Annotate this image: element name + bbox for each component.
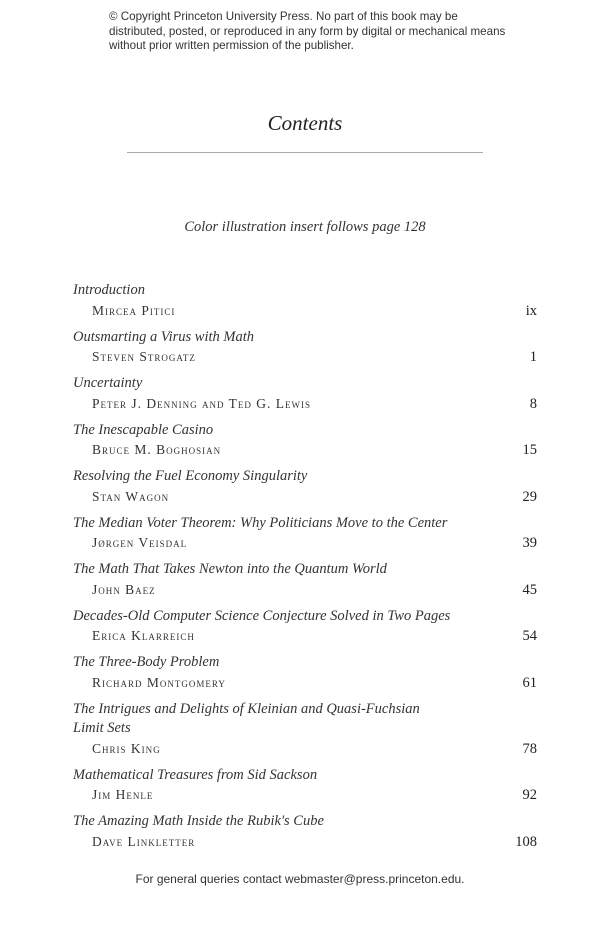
page-number: 29 xyxy=(522,488,537,505)
toc-entry[interactable] xyxy=(73,281,537,321)
chapter-title[interactable]: Outsmarting a Virus with Math xyxy=(73,328,254,345)
page-number: 39 xyxy=(522,535,537,551)
chapter-author: Peter J. Denning and Ted G. Lewis xyxy=(92,395,311,411)
page-title: Contents xyxy=(267,111,343,135)
chapter-author: Chris King xyxy=(92,740,161,756)
chapter-author: Jim Henle xyxy=(92,787,154,802)
toc-entry[interactable] xyxy=(73,700,537,759)
copyright-notice: © Copyright Princeton University Press. No part of this book may be distributed, posted, or reproduced in any form by digital or mechanical means without prior written permission of the publisher. xyxy=(109,10,506,52)
page-number: 108 xyxy=(515,833,537,850)
toc-entry[interactable] xyxy=(73,653,537,693)
page-number: ix xyxy=(525,302,537,319)
toc-entry[interactable] xyxy=(73,607,537,647)
chapter-author: Steven Strogatz xyxy=(92,349,196,364)
chapter-title[interactable]: The Math That Takes Newton into the Quantum World xyxy=(73,561,387,577)
chapter-author: Richard Montgomery xyxy=(92,674,226,690)
chapter-title[interactable]: Introduction xyxy=(73,282,145,298)
chapter-author: Dave Linkletter xyxy=(92,833,196,849)
chapter-title[interactable]: The Three-Body Problem xyxy=(73,654,220,670)
toc-entry[interactable] xyxy=(73,514,537,554)
chapter-author: Stan Wagon xyxy=(92,488,170,504)
toc-entry[interactable] xyxy=(73,328,537,368)
table-of-contents xyxy=(73,281,537,859)
page-number: 92 xyxy=(522,787,537,803)
page-number: 78 xyxy=(522,740,537,757)
chapter-author: Mircea Pitici xyxy=(92,302,176,318)
toc-entry[interactable] xyxy=(73,467,537,507)
chapter-title[interactable]: Decades-Old Computer Science Conjecture Solved in Two Pages xyxy=(73,607,451,624)
toc-entry[interactable] xyxy=(73,766,537,806)
chapter-title[interactable]: Resolving the Fuel Economy Singularity xyxy=(73,468,308,484)
chapter-title[interactable]: The Intrigues and Delights of Kleinian and Quasi-Fuchsian Limit Sets xyxy=(73,700,420,736)
chapter-title[interactable]: The Median Voter Theorem: Why Politicians Move to the Center xyxy=(73,514,448,531)
chapter-author: Bruce M. Boghosian xyxy=(92,442,222,457)
title-divider xyxy=(127,152,483,153)
insert-note: Color illustration insert follows page 128 xyxy=(184,219,426,235)
chapter-title[interactable]: Mathematical Treasures from Sid Sackson xyxy=(73,766,318,783)
toc-entry[interactable] xyxy=(73,421,537,461)
toc-entry[interactable] xyxy=(73,560,537,600)
chapter-title[interactable]: The Amazing Math Inside the Rubik's Cube xyxy=(73,813,324,829)
chapter-author: Erica Klarreich xyxy=(92,628,195,643)
chapter-title[interactable]: Uncertainty xyxy=(73,375,143,391)
page-number: 54 xyxy=(522,628,537,644)
chapter-author: Jørgen Veisdal xyxy=(92,535,188,550)
page-number: 8 xyxy=(529,395,537,412)
page-number: 15 xyxy=(522,442,537,458)
page-number: 45 xyxy=(522,581,537,598)
page-number: 61 xyxy=(522,674,537,691)
toc-entry[interactable] xyxy=(73,812,537,852)
footer-contact: For general queries contact webmaster@press.princeton.edu. xyxy=(135,872,465,886)
toc-entry[interactable] xyxy=(73,374,537,414)
chapter-title[interactable]: The Inescapable Casino xyxy=(73,421,214,438)
page-number: 1 xyxy=(529,349,537,365)
chapter-author: John Baez xyxy=(92,581,156,597)
